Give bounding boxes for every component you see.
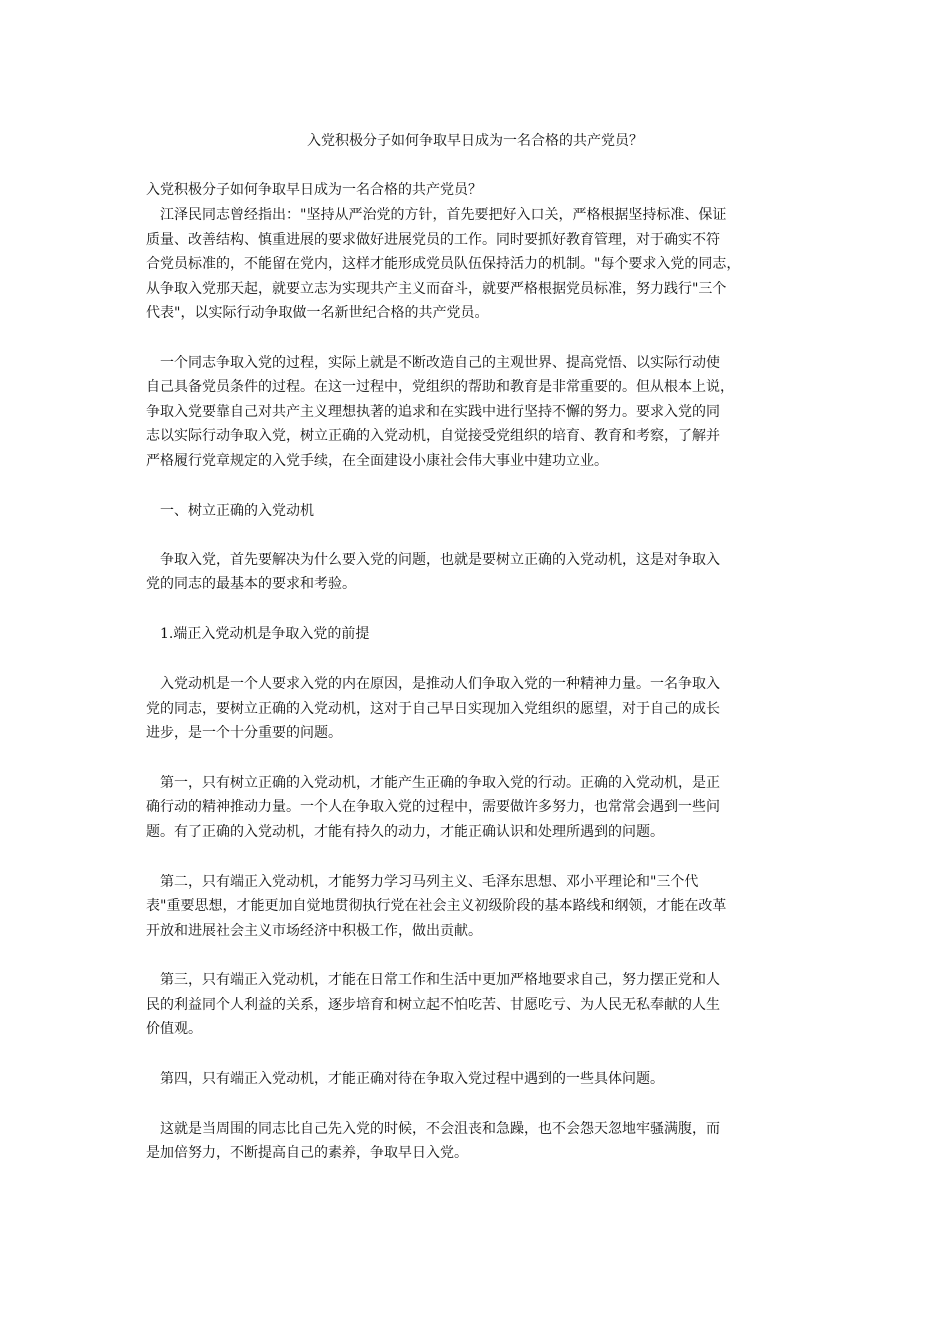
text-line: 第二，只有端正入党动机，才能努力学习马列主义、毛泽东思想、邓小平理论和"三个代 <box>146 874 699 890</box>
text-line: 开放和进展社会主义市场经济中积极工作，做出贡献。 <box>146 923 482 939</box>
text-line: 第四，只有端正入党动机，才能正确对待在争取入党过程中遇到的一些具体问题。 <box>146 1071 664 1087</box>
text-line: 表"重要思想，才能更加自觉地贯彻执行党在社会主义初级阶段的基本路线和纲领，才能在改革 <box>146 898 727 914</box>
text-line: 入党动机是一个人要求入党的内在原因，是推动人们争取入党的一种精神力量。一名争取入 <box>146 676 720 692</box>
text-line: 争取入党要靠自己对共产主义理想执著的追求和在实践中进行坚持不懈的努力。要求入党的同 <box>146 404 720 420</box>
subsection-heading: 1.端正入党动机是争取入党的前提 <box>146 626 370 642</box>
text-line: 进步，是一个十分重要的问题。 <box>146 725 342 741</box>
text-line: 代表"，以实际行动争取做一名新世纪合格的共产党员。 <box>146 305 489 321</box>
text-line: 自己具备党员条件的过程。在这一过程中，党组织的帮助和教育是非常重要的。但从根本上说， <box>146 379 734 395</box>
document-title: 入党积极分子如何争取早日成为一名合格的共产党员？ <box>307 133 643 149</box>
text-line: 从争取入党那天起，就要立志为实现共产主义而奋斗，就要严格根据党员标准，努力践行"三个 <box>146 281 727 297</box>
text-line: 题。有了正确的入党动机，才能有持久的动力，才能正确认识和处理所遇到的问题。 <box>146 824 664 840</box>
text-line: 严格履行党章规定的入党手续，在全面建设小康社会伟大事业中建功立业。 <box>146 453 608 469</box>
text-line: 是加倍努力，不断提高自己的素养，争取早日入党。 <box>146 1145 468 1161</box>
text-line: 江泽民同志曾经指出："坚持从严治党的方针，首先要把好入口关，严格根据坚持标准、保证 <box>146 207 727 223</box>
text-line: 党的同志，要树立正确的入党动机，这对于自己早日实现加入党组织的愿望，对于自己的成长 <box>146 701 720 717</box>
text-line: 第三，只有端正入党动机，才能在日常工作和生活中更加严格地要求自己，努力摆正党和人 <box>146 972 720 988</box>
text-line: 志以实际行动争取入党，树立正确的入党动机，自觉接受党组织的培育、教育和考察，了解并 <box>146 428 720 444</box>
text-line: 第一，只有树立正确的入党动机，才能产生正确的争取入党的行动。正确的入党动机，是正 <box>146 775 720 791</box>
text-line: 确行动的精神推动力量。一个人在争取入党的过程中，需要做许多努力，也常常会遇到一些问 <box>146 799 720 815</box>
section-heading: 一、树立正确的入党动机 <box>146 503 314 519</box>
text-line: 价值观。 <box>146 1021 202 1037</box>
text-line: 合党员标准的，不能留在党内，这样才能形成党员队伍保持活力的机制。"每个要求入党的同志， <box>146 256 741 272</box>
text-line: 党的同志的最基本的要求和考验。 <box>146 576 356 592</box>
text-line: 质量、改善结构、慎重进展的要求做好进展党员的工作。同时要抓好教育管理，对于确实不符 <box>146 232 720 248</box>
text-line: 争取入党，首先要解决为什么要入党的问题，也就是要树立正确的入党动机，这是对争取入 <box>146 552 720 568</box>
text-line: 入党积极分子如何争取早日成为一名合格的共产党员？ <box>146 182 482 198</box>
text-line: 一个同志争取入党的过程，实际上就是不断改造自己的主观世界、提高党悟、以实际行动使 <box>146 355 720 371</box>
text-line: 这就是当周围的同志比自己先入党的时候，不会沮丧和急躁，也不会怨天忽地牢骚满腹，而 <box>146 1121 720 1137</box>
text-line: 民的利益同个人利益的关系，逐步培育和树立起不怕吃苦、甘愿吃亏、为人民无私奉献的人生 <box>146 997 720 1013</box>
